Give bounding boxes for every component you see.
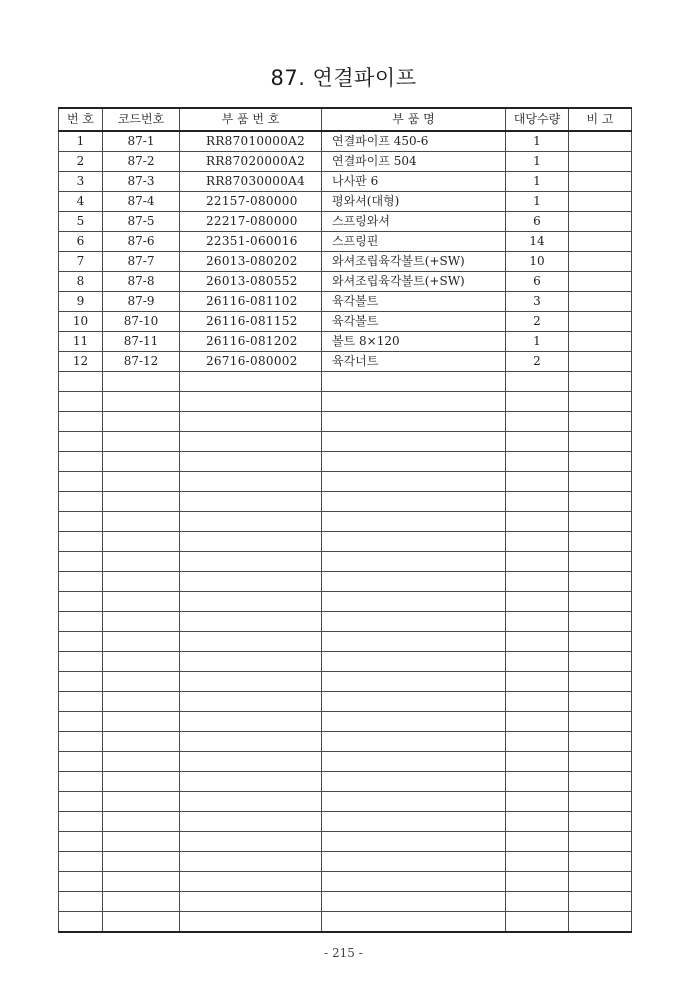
cell-note xyxy=(569,572,632,592)
cell-code xyxy=(103,832,180,852)
cell-code xyxy=(103,812,180,832)
cell-part-no xyxy=(180,832,322,852)
cell-no xyxy=(59,492,103,512)
cell-code xyxy=(103,592,180,612)
cell-no xyxy=(59,812,103,832)
cell-qty: 1 xyxy=(506,192,569,212)
empty-table-row xyxy=(59,392,632,412)
cell-name xyxy=(322,732,506,752)
cell-qty: 6 xyxy=(506,212,569,232)
cell-name xyxy=(322,672,506,692)
cell-no xyxy=(59,372,103,392)
cell-note xyxy=(569,392,632,412)
cell-no xyxy=(59,632,103,652)
cell-note xyxy=(569,252,632,272)
cell-name xyxy=(322,612,506,632)
empty-table-row xyxy=(59,612,632,632)
cell-qty xyxy=(506,792,569,812)
cell-code: 87-3 xyxy=(103,172,180,192)
cell-qty xyxy=(506,652,569,672)
cell-name xyxy=(322,692,506,712)
cell-note xyxy=(569,332,632,352)
cell-code: 87-11 xyxy=(103,332,180,352)
cell-note xyxy=(569,752,632,772)
cell-name xyxy=(322,872,506,892)
empty-table-row xyxy=(59,852,632,872)
cell-note xyxy=(569,172,632,192)
empty-table-row xyxy=(59,752,632,772)
cell-qty xyxy=(506,572,569,592)
cell-name: 스프링핀 xyxy=(322,232,506,252)
cell-code xyxy=(103,892,180,912)
cell-note xyxy=(569,612,632,632)
empty-table-row xyxy=(59,432,632,452)
cell-qty xyxy=(506,412,569,432)
empty-table-row xyxy=(59,632,632,652)
empty-table-row xyxy=(59,772,632,792)
cell-qty: 6 xyxy=(506,272,569,292)
cell-part-no: 26716-080002 xyxy=(180,352,322,372)
cell-note xyxy=(569,832,632,852)
cell-part-no xyxy=(180,772,322,792)
table-row xyxy=(59,252,632,272)
empty-table-row xyxy=(59,452,632,472)
cell-note xyxy=(569,792,632,812)
cell-code xyxy=(103,672,180,692)
cell-no xyxy=(59,792,103,812)
cell-part-no: 22157-080000 xyxy=(180,192,322,212)
parts-table-body xyxy=(59,131,632,932)
cell-no: 8 xyxy=(59,272,103,292)
empty-table-row xyxy=(59,732,632,752)
cell-part-no xyxy=(180,492,322,512)
cell-code xyxy=(103,372,180,392)
cell-note xyxy=(569,912,632,933)
cell-qty xyxy=(506,512,569,532)
header-note: 비 고 xyxy=(569,108,632,131)
cell-no: 3 xyxy=(59,172,103,192)
cell-name xyxy=(322,852,506,872)
cell-name: 육각볼트 xyxy=(322,292,506,312)
cell-part-no: RR87020000A2 xyxy=(180,152,322,172)
cell-name: 볼트 8×120 xyxy=(322,332,506,352)
cell-note xyxy=(569,672,632,692)
cell-name xyxy=(322,452,506,472)
cell-note xyxy=(569,892,632,912)
cell-name xyxy=(322,512,506,532)
cell-part-no xyxy=(180,612,322,632)
cell-part-no xyxy=(180,692,322,712)
cell-note xyxy=(569,592,632,612)
cell-name xyxy=(322,472,506,492)
cell-part-no xyxy=(180,732,322,752)
empty-table-row xyxy=(59,892,632,912)
cell-no xyxy=(59,652,103,672)
empty-table-row xyxy=(59,912,632,933)
cell-name xyxy=(322,652,506,672)
page-title: 87. 연결파이프 xyxy=(270,66,417,90)
cell-no xyxy=(59,752,103,772)
cell-qty xyxy=(506,752,569,772)
cell-no: 1 xyxy=(59,131,103,152)
cell-note xyxy=(569,512,632,532)
cell-note xyxy=(569,532,632,552)
cell-part-no xyxy=(180,672,322,692)
cell-code: 87-9 xyxy=(103,292,180,312)
cell-no: 5 xyxy=(59,212,103,232)
table-row xyxy=(59,152,632,172)
header-name: 부 품 명 xyxy=(322,108,506,131)
cell-name xyxy=(322,892,506,912)
cell-qty xyxy=(506,912,569,933)
table-row xyxy=(59,131,632,152)
cell-qty xyxy=(506,592,569,612)
cell-qty: 2 xyxy=(506,312,569,332)
table-row xyxy=(59,352,632,372)
cell-name xyxy=(322,492,506,512)
cell-name xyxy=(322,592,506,612)
empty-table-row xyxy=(59,372,632,392)
cell-part-no xyxy=(180,712,322,732)
cell-name xyxy=(322,552,506,572)
cell-part-no xyxy=(180,552,322,572)
cell-no xyxy=(59,872,103,892)
empty-table-row xyxy=(59,692,632,712)
table-row xyxy=(59,212,632,232)
cell-part-no: 26013-080552 xyxy=(180,272,322,292)
cell-note xyxy=(569,472,632,492)
cell-name xyxy=(322,832,506,852)
cell-name xyxy=(322,372,506,392)
cell-no: 9 xyxy=(59,292,103,312)
empty-table-row xyxy=(59,872,632,892)
empty-table-row xyxy=(59,712,632,732)
cell-qty xyxy=(506,432,569,452)
cell-part-no xyxy=(180,652,322,672)
cell-no xyxy=(59,572,103,592)
cell-part-no: 26116-081102 xyxy=(180,292,322,312)
cell-qty: 3 xyxy=(506,292,569,312)
cell-qty xyxy=(506,812,569,832)
cell-no xyxy=(59,472,103,492)
cell-part-no: RR87030000A4 xyxy=(180,172,322,192)
cell-code: 87-4 xyxy=(103,192,180,212)
cell-code: 87-5 xyxy=(103,212,180,232)
cell-code xyxy=(103,392,180,412)
cell-code xyxy=(103,752,180,772)
cell-qty xyxy=(506,672,569,692)
cell-part-no xyxy=(180,872,322,892)
cell-code: 87-7 xyxy=(103,252,180,272)
cell-name: 연결파이프 504 xyxy=(322,152,506,172)
cell-code: 87-2 xyxy=(103,152,180,172)
empty-table-row xyxy=(59,672,632,692)
cell-name: 와셔조립육각볼트(+SW) xyxy=(322,272,506,292)
cell-code xyxy=(103,792,180,812)
cell-no xyxy=(59,732,103,752)
cell-qty: 1 xyxy=(506,172,569,192)
cell-no xyxy=(59,832,103,852)
cell-part-no xyxy=(180,412,322,432)
cell-part-no: 26116-081152 xyxy=(180,312,322,332)
cell-no xyxy=(59,432,103,452)
cell-qty xyxy=(506,532,569,552)
cell-no xyxy=(59,692,103,712)
cell-no xyxy=(59,772,103,792)
cell-note xyxy=(569,652,632,672)
cell-note xyxy=(569,692,632,712)
header-part-no: 부 품 번 호 xyxy=(180,108,322,131)
cell-code xyxy=(103,572,180,592)
cell-qty xyxy=(506,772,569,792)
cell-qty xyxy=(506,852,569,872)
cell-no: 6 xyxy=(59,232,103,252)
cell-qty: 10 xyxy=(506,252,569,272)
cell-qty xyxy=(506,472,569,492)
cell-qty xyxy=(506,832,569,852)
cell-qty xyxy=(506,732,569,752)
cell-no xyxy=(59,912,103,933)
cell-code xyxy=(103,732,180,752)
cell-code xyxy=(103,632,180,652)
cell-name xyxy=(322,912,506,933)
header-no: 번 호 xyxy=(59,108,103,131)
cell-note xyxy=(569,812,632,832)
page-number: - 215 - xyxy=(324,946,363,960)
cell-no: 11 xyxy=(59,332,103,352)
cell-qty xyxy=(506,712,569,732)
empty-table-row xyxy=(59,512,632,532)
table-row xyxy=(59,332,632,352)
cell-code xyxy=(103,532,180,552)
cell-no: 10 xyxy=(59,312,103,332)
cell-part-no xyxy=(180,532,322,552)
cell-no xyxy=(59,392,103,412)
table-header-row xyxy=(59,108,632,131)
cell-note xyxy=(569,712,632,732)
empty-table-row xyxy=(59,572,632,592)
cell-part-no: 26013-080202 xyxy=(180,252,322,272)
table-row xyxy=(59,192,632,212)
cell-code xyxy=(103,692,180,712)
cell-no xyxy=(59,532,103,552)
table-row xyxy=(59,292,632,312)
cell-no xyxy=(59,712,103,732)
cell-qty xyxy=(506,692,569,712)
cell-note xyxy=(569,352,632,372)
cell-qty xyxy=(506,612,569,632)
cell-name xyxy=(322,392,506,412)
cell-code xyxy=(103,772,180,792)
cell-part-no xyxy=(180,792,322,812)
cell-qty: 2 xyxy=(506,352,569,372)
cell-note xyxy=(569,312,632,332)
empty-table-row xyxy=(59,652,632,672)
cell-qty xyxy=(506,552,569,572)
cell-name: 평와셔(대형) xyxy=(322,192,506,212)
cell-note xyxy=(569,452,632,472)
cell-qty xyxy=(506,892,569,912)
cell-part-no xyxy=(180,852,322,872)
cell-name xyxy=(322,572,506,592)
cell-code: 87-8 xyxy=(103,272,180,292)
empty-table-row xyxy=(59,552,632,572)
empty-table-row xyxy=(59,492,632,512)
cell-code xyxy=(103,912,180,933)
cell-code xyxy=(103,712,180,732)
cell-no xyxy=(59,452,103,472)
cell-part-no xyxy=(180,372,322,392)
cell-no xyxy=(59,892,103,912)
cell-name xyxy=(322,632,506,652)
cell-name: 나사판 6 xyxy=(322,172,506,192)
cell-name: 연결파이프 450-6 xyxy=(322,131,506,152)
header-code: 코드번호 xyxy=(103,108,180,131)
cell-note xyxy=(569,372,632,392)
cell-note xyxy=(569,432,632,452)
cell-code xyxy=(103,472,180,492)
cell-part-no xyxy=(180,512,322,532)
cell-name: 스프링와셔 xyxy=(322,212,506,232)
cell-code xyxy=(103,412,180,432)
cell-code xyxy=(103,552,180,572)
cell-no xyxy=(59,412,103,432)
cell-no: 7 xyxy=(59,252,103,272)
cell-no: 12 xyxy=(59,352,103,372)
table-row xyxy=(59,232,632,252)
cell-note xyxy=(569,272,632,292)
cell-code xyxy=(103,432,180,452)
cell-qty xyxy=(506,372,569,392)
cell-name xyxy=(322,432,506,452)
cell-part-no xyxy=(180,472,322,492)
cell-part-no xyxy=(180,632,322,652)
cell-no xyxy=(59,852,103,872)
cell-code xyxy=(103,612,180,632)
cell-part-no xyxy=(180,452,322,472)
cell-code: 87-6 xyxy=(103,232,180,252)
cell-note xyxy=(569,412,632,432)
cell-part-no: RR87010000A2 xyxy=(180,131,322,152)
cell-no xyxy=(59,512,103,532)
cell-part-no: 26116-081202 xyxy=(180,332,322,352)
cell-name xyxy=(322,532,506,552)
cell-code xyxy=(103,492,180,512)
cell-no xyxy=(59,672,103,692)
cell-part-no xyxy=(180,752,322,772)
cell-name xyxy=(322,812,506,832)
cell-qty xyxy=(506,492,569,512)
cell-qty: 1 xyxy=(506,332,569,352)
cell-code xyxy=(103,512,180,532)
cell-no xyxy=(59,552,103,572)
cell-note xyxy=(569,131,632,152)
cell-name: 와셔조립육각볼트(+SW) xyxy=(322,252,506,272)
header-qty: 대당수량 xyxy=(506,108,569,131)
cell-part-no xyxy=(180,572,322,592)
empty-table-row xyxy=(59,832,632,852)
cell-note xyxy=(569,852,632,872)
cell-name xyxy=(322,412,506,432)
cell-name: 육각너트 xyxy=(322,352,506,372)
cell-code: 87-12 xyxy=(103,352,180,372)
empty-table-row xyxy=(59,812,632,832)
cell-note xyxy=(569,152,632,172)
cell-qty: 1 xyxy=(506,131,569,152)
empty-table-row xyxy=(59,412,632,432)
empty-table-row xyxy=(59,472,632,492)
cell-code: 87-1 xyxy=(103,131,180,152)
cell-part-no xyxy=(180,592,322,612)
cell-note xyxy=(569,732,632,752)
cell-qty xyxy=(506,452,569,472)
cell-no xyxy=(59,592,103,612)
cell-note xyxy=(569,772,632,792)
cell-qty: 14 xyxy=(506,232,569,252)
cell-no: 4 xyxy=(59,192,103,212)
cell-qty: 1 xyxy=(506,152,569,172)
cell-note xyxy=(569,212,632,232)
cell-name: 육각볼트 xyxy=(322,312,506,332)
table-row xyxy=(59,312,632,332)
empty-table-row xyxy=(59,592,632,612)
cell-part-no: 22217-080000 xyxy=(180,212,322,232)
cell-note xyxy=(569,872,632,892)
cell-code: 87-10 xyxy=(103,312,180,332)
cell-code xyxy=(103,872,180,892)
empty-table-row xyxy=(59,792,632,812)
cell-code xyxy=(103,852,180,872)
cell-name xyxy=(322,752,506,772)
cell-part-no xyxy=(180,912,322,933)
cell-name xyxy=(322,792,506,812)
cell-code xyxy=(103,652,180,672)
cell-name xyxy=(322,772,506,792)
cell-qty xyxy=(506,632,569,652)
cell-note xyxy=(569,492,632,512)
cell-qty xyxy=(506,392,569,412)
cell-note xyxy=(569,552,632,572)
cell-note xyxy=(569,632,632,652)
table-row xyxy=(59,172,632,192)
cell-note xyxy=(569,192,632,212)
cell-no: 2 xyxy=(59,152,103,172)
cell-note xyxy=(569,232,632,252)
cell-part-no xyxy=(180,432,322,452)
table-row xyxy=(59,272,632,292)
empty-table-row xyxy=(59,532,632,552)
parts-table xyxy=(58,107,632,933)
cell-name xyxy=(322,712,506,732)
cell-qty xyxy=(506,872,569,892)
cell-part-no xyxy=(180,392,322,412)
cell-no xyxy=(59,612,103,632)
cell-note xyxy=(569,292,632,312)
cell-code xyxy=(103,452,180,472)
cell-part-no: 22351-060016 xyxy=(180,232,322,252)
cell-part-no xyxy=(180,812,322,832)
cell-part-no xyxy=(180,892,322,912)
